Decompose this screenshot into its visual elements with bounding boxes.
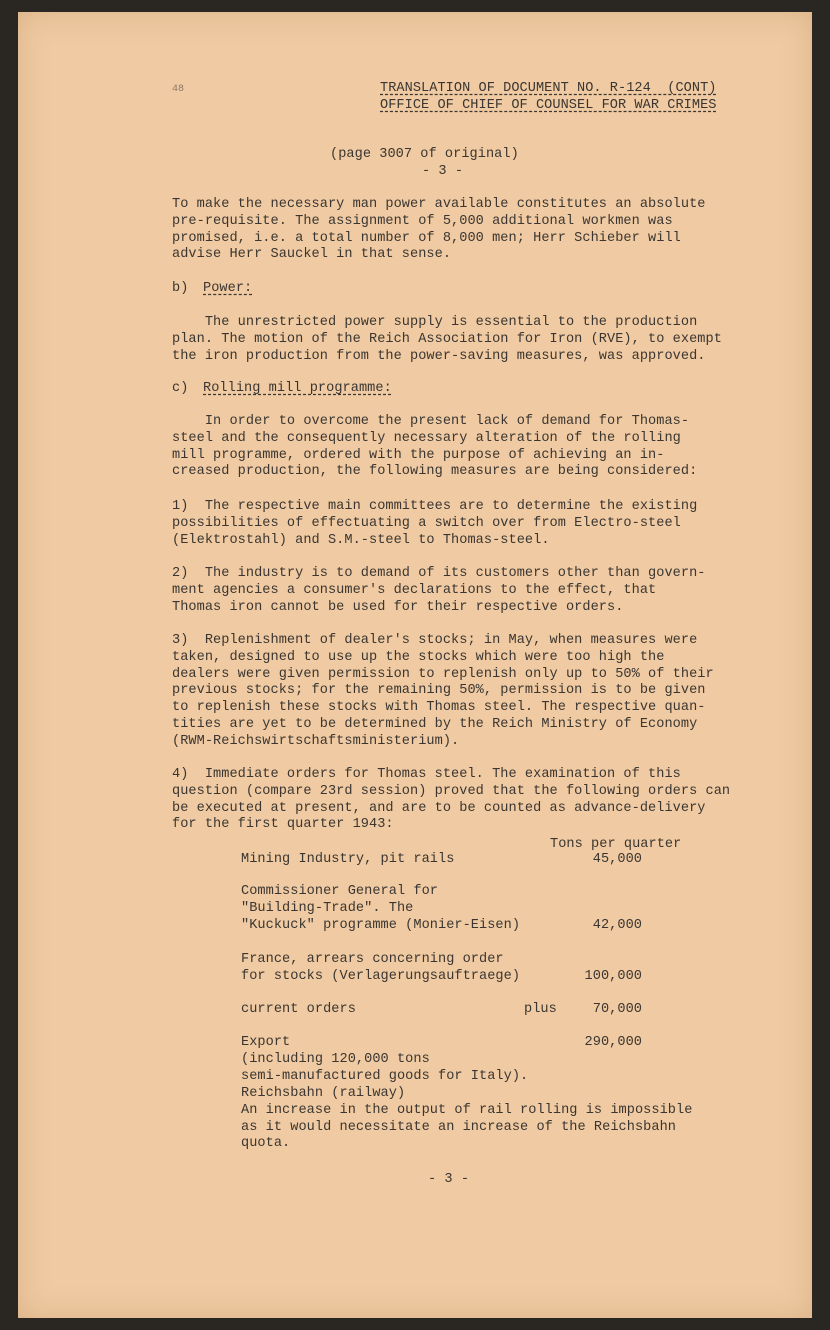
- table-column-header: Tons per quarter: [550, 837, 682, 852]
- header-title: TRANSLATION OF DOCUMENT NO. R-124 (CONT): [380, 81, 717, 96]
- table-row-label: France, arrears concerning order for stocks (Verlagerungsauftraege): [241, 952, 521, 984]
- table-row-label: Mining Industry, pit rails: [241, 852, 455, 867]
- intro-paragraph: To make the necessary man power available constitutes an absolute pre-requisite. The assignment of 5,000 additional workmen was promised, i.e. a total number of 8,000 men; Herr Schieber will advise Herr Sauckel in that sense.: [172, 197, 706, 263]
- table-row-value: 100,000: [584, 969, 642, 984]
- reichsbahn-note: Reichsbahn (railway) An increase in the output of rail rolling is impossible as it would necessitate an increase of the Reichsbahn quota.: [241, 1086, 693, 1152]
- section-b-heading: Power:: [203, 281, 253, 296]
- section-c-marker: c): [172, 381, 189, 396]
- section-b-marker: b): [172, 281, 189, 296]
- item-2: 2) The industry is to demand of its customers other than govern- ment agencies a consumer's declarations to the effect, that Thomas iron cannot be used for their respective orders.: [172, 566, 706, 615]
- section-b-text: The unrestricted power supply is essential to the production plan. The motion of the Reich Association for Iron (RVE), to exempt the iron production from the power-saving measures, was approved.: [172, 315, 722, 364]
- header-office: OFFICE OF CHIEF OF COUNSEL FOR WAR CRIMES: [380, 98, 717, 113]
- table-row-value: 42,000: [592, 918, 642, 933]
- corner-mark: 48: [172, 84, 185, 95]
- table-row-value: 45,000: [592, 852, 642, 867]
- table-row-value: 290,000: [584, 1035, 642, 1050]
- table-row-value: 70,000: [592, 1002, 642, 1017]
- table-row-label: current orders: [241, 1002, 356, 1017]
- item-3: 3) Replenishment of dealer's stocks; in May, when measures were taken, designed to use up the stocks which were too high the dealers were given permission to replenish only up to 50% of their previous stocks; for the remaining 50%, permission is to be given to replenish these stocks with Thomas steel. The respective quan- tities are yet to be determined by the Reich Ministry of Economy (RWM-Reichswirtschaftsministerium).: [172, 633, 714, 749]
- page-number-top: - 3 -: [422, 164, 464, 179]
- section-c-text: In order to overcome the present lack of demand for Thomas- steel and the consequently necessary alteration of the rolling mill programme, ordered with the purpose of achieving an in- creased production, the following measures are being considered:: [172, 414, 698, 480]
- section-c-heading: Rolling mill programme:: [203, 381, 392, 396]
- page-reference: (page 3007 of original): [330, 147, 519, 162]
- item-4: 4) Immediate orders for Thomas steel. The examination of this question (compare 23rd session) proved that the following orders can be executed at present, and are to be counted as advance-delivery for the first quarter 1943:: [172, 767, 731, 833]
- table-row-label: Commissioner General for "Building-Trade". The "Kuckuck" programme (Monier-Eisen): [241, 884, 521, 933]
- item-1: 1) The respective main committees are to determine the existing possibilities of effectuating a switch over from Electro-steel (Elektrostahl) and S.M.-steel to Thomas-steel.: [172, 499, 698, 548]
- table-row-note: plus: [524, 1002, 557, 1017]
- page-number-bottom: - 3 -: [428, 1172, 470, 1187]
- table-row-label: Export (including 120,000 tons semi-manufactured goods for Italy).: [241, 1035, 529, 1084]
